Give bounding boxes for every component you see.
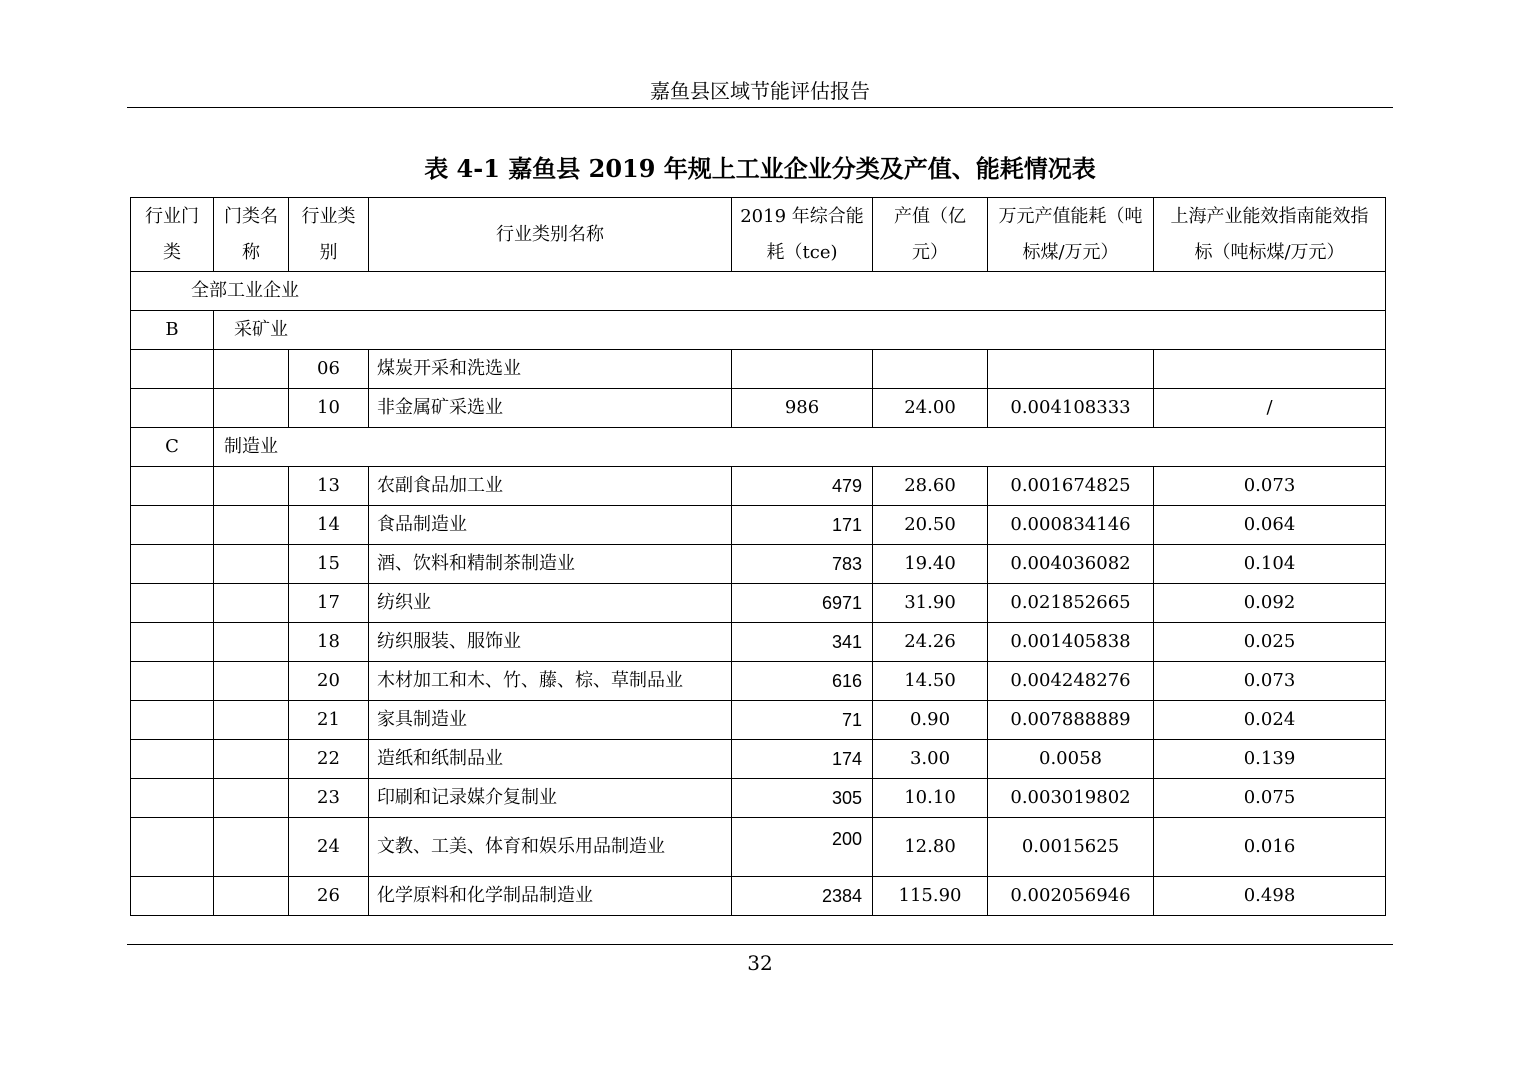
energy-value: [732, 350, 873, 389]
category-code: 14: [289, 506, 369, 545]
col-header-output: 产值（亿元）: [873, 198, 988, 272]
table-row: [131, 662, 1386, 701]
category-name: 木材加工和木、竹、藤、棕、草制品业: [369, 662, 732, 701]
category-code: 20: [289, 662, 369, 701]
energy-value: 6971: [732, 584, 873, 623]
energy-value: 616: [732, 662, 873, 701]
category-name: 农副食品加工业: [369, 467, 732, 506]
category-name: 文教、工美、体育和娱乐用品制造业: [369, 818, 732, 877]
output-value: 24.00: [873, 389, 988, 428]
output-value: [873, 350, 988, 389]
energy-value: 479: [732, 467, 873, 506]
energy-value: 171: [732, 506, 873, 545]
intensity-value: [988, 350, 1154, 389]
intensity-value: 0.003019802: [988, 779, 1154, 818]
category-code: 26: [289, 877, 369, 916]
table-row: [131, 467, 1386, 506]
category-code: 22: [289, 740, 369, 779]
output-value: 3.00: [873, 740, 988, 779]
section-name: 制造业: [214, 428, 1386, 467]
energy-value: 200: [732, 818, 873, 877]
table-row: [131, 389, 1386, 428]
table-row: [131, 350, 1386, 389]
category-name: 家具制造业: [369, 701, 732, 740]
category-code: 24: [289, 818, 369, 877]
category-code: 06: [289, 350, 369, 389]
intensity-value: 0.0015625: [988, 818, 1154, 877]
category-code: 18: [289, 623, 369, 662]
category-name: 纺织服装、服饰业: [369, 623, 732, 662]
section-name: 采矿业: [214, 311, 1386, 350]
table-row: [131, 506, 1386, 545]
col-header-sector-name: 门类名称: [214, 198, 289, 272]
benchmark-value: 0.092: [1154, 584, 1386, 623]
category-name: 食品制造业: [369, 506, 732, 545]
benchmark-value: 0.498: [1154, 877, 1386, 916]
table-row: [131, 623, 1386, 662]
benchmark-value: 0.064: [1154, 506, 1386, 545]
output-value: 20.50: [873, 506, 988, 545]
section-row-c: [131, 428, 1386, 467]
section-code: C: [131, 428, 214, 467]
intensity-value: 0.004108333: [988, 389, 1154, 428]
section-row-b: [131, 311, 1386, 350]
output-value: 10.10: [873, 779, 988, 818]
col-header-benchmark: 上海产业能效指南能效指标（吨标煤/万元）: [1154, 198, 1386, 272]
energy-value: 986: [732, 389, 873, 428]
table-header-row: [131, 198, 1386, 272]
col-header-intensity: 万元产值能耗（吨标煤/万元）: [988, 198, 1154, 272]
energy-value: 341: [732, 623, 873, 662]
category-name: 造纸和纸制品业: [369, 740, 732, 779]
col-header-energy: 2019 年综合能耗（tce): [732, 198, 873, 272]
output-value: 19.40: [873, 545, 988, 584]
benchmark-value: [1154, 350, 1386, 389]
intensity-value: 0.004248276: [988, 662, 1154, 701]
table-row: [131, 740, 1386, 779]
total-row-label: 全部工业企业: [131, 272, 1386, 311]
section-code: B: [131, 311, 214, 350]
benchmark-value: 0.025: [1154, 623, 1386, 662]
table-row: [131, 779, 1386, 818]
intensity-value: 0.0058: [988, 740, 1154, 779]
intensity-value: 0.004036082: [988, 545, 1154, 584]
benchmark-value: 0.016: [1154, 818, 1386, 877]
category-code: 15: [289, 545, 369, 584]
intensity-value: 0.002056946: [988, 877, 1154, 916]
header-rule: [127, 107, 1393, 108]
industry-energy-table: [130, 197, 1386, 916]
table-row: [131, 701, 1386, 740]
table-row: [131, 818, 1386, 877]
output-value: 28.60: [873, 467, 988, 506]
benchmark-value: 0.024: [1154, 701, 1386, 740]
output-value: 14.50: [873, 662, 988, 701]
category-name: 印刷和记录媒介复制业: [369, 779, 732, 818]
energy-value: 305: [732, 779, 873, 818]
category-name: 煤炭开采和洗选业: [369, 350, 732, 389]
intensity-value: 0.007888889: [988, 701, 1154, 740]
energy-value: 783: [732, 545, 873, 584]
category-name: 化学原料和化学制品制造业: [369, 877, 732, 916]
output-value: 12.80: [873, 818, 988, 877]
category-name: 非金属矿采选业: [369, 389, 732, 428]
benchmark-value: 0.075: [1154, 779, 1386, 818]
col-header-category-code: 行业类别: [289, 198, 369, 272]
intensity-value: 0.000834146: [988, 506, 1154, 545]
table-row: [131, 584, 1386, 623]
energy-value: 174: [732, 740, 873, 779]
benchmark-value: 0.104: [1154, 545, 1386, 584]
benchmark-value: /: [1154, 389, 1386, 428]
energy-value: 71: [732, 701, 873, 740]
category-code: 17: [289, 584, 369, 623]
category-code: 10: [289, 389, 369, 428]
total-row: [131, 272, 1386, 311]
benchmark-value: 0.073: [1154, 467, 1386, 506]
category-code: 21: [289, 701, 369, 740]
benchmark-value: 0.073: [1154, 662, 1386, 701]
intensity-value: 0.001405838: [988, 623, 1154, 662]
category-code: 13: [289, 467, 369, 506]
output-value: 0.90: [873, 701, 988, 740]
col-header-sector-code: 行业门类: [131, 198, 214, 272]
running-header: 嘉鱼县区域节能评估报告: [650, 79, 870, 103]
table-row: [131, 545, 1386, 584]
table-row: [131, 877, 1386, 916]
output-value: 31.90: [873, 584, 988, 623]
output-value: 24.26: [873, 623, 988, 662]
page-number: 32: [747, 951, 773, 975]
intensity-value: 0.001674825: [988, 467, 1154, 506]
category-code: 23: [289, 779, 369, 818]
category-name: 纺织业: [369, 584, 732, 623]
col-header-category-name: 行业类别名称: [369, 198, 732, 272]
benchmark-value: 0.139: [1154, 740, 1386, 779]
intensity-value: 0.021852665: [988, 584, 1154, 623]
table-title: 表 4-1 嘉鱼县 2019 年规上工业企业分类及产值、能耗情况表: [424, 154, 1096, 183]
output-value: 115.90: [873, 877, 988, 916]
footer-rule: [127, 944, 1393, 945]
energy-value: 2384: [732, 877, 873, 916]
category-name: 酒、饮料和精制茶制造业: [369, 545, 732, 584]
